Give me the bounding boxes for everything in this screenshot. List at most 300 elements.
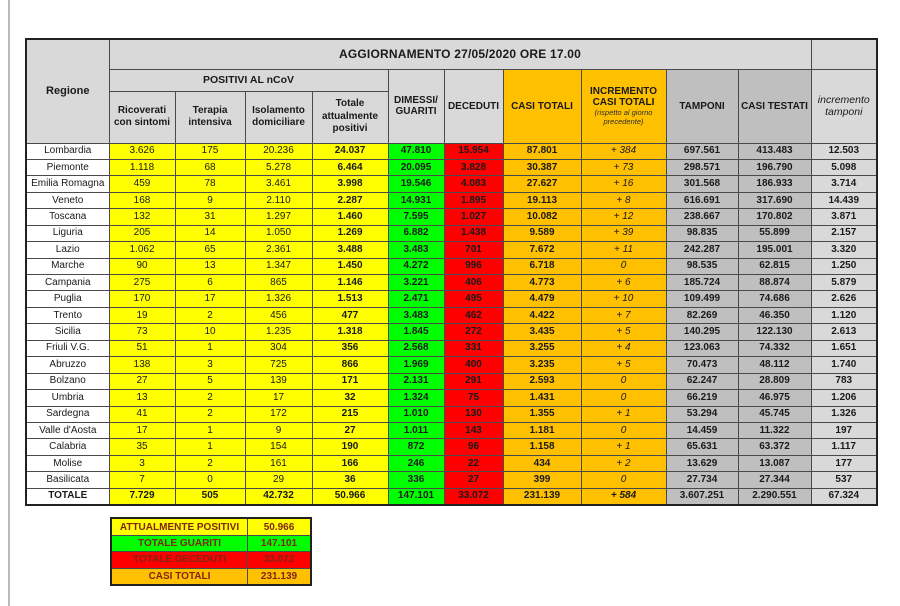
value-cell: 725 <box>245 357 312 373</box>
value-cell: 123.063 <box>666 340 738 356</box>
value-cell: 19 <box>109 307 175 323</box>
value-cell: 74.686 <box>738 291 811 307</box>
value-cell: 196.790 <box>738 159 811 175</box>
value-cell: 215 <box>312 406 388 422</box>
legend-label: TOTALE DECEDUTI <box>112 552 248 567</box>
value-cell: 78 <box>175 176 245 192</box>
column-header-incremento-tamponi: incremento tamponi <box>811 69 877 143</box>
value-cell: 3.998 <box>312 176 388 192</box>
value-cell: 3.483 <box>388 242 444 258</box>
legend-label: CASI TOTALI <box>112 569 248 584</box>
value-cell: 3.607.251 <box>666 488 738 504</box>
value-cell: 13.629 <box>666 455 738 471</box>
value-cell: 140.295 <box>666 324 738 340</box>
value-cell: 1.513 <box>312 291 388 307</box>
value-cell: 456 <box>245 307 312 323</box>
value-cell: 29 <box>245 472 312 488</box>
value-cell: 462 <box>444 307 503 323</box>
value-cell: 1.651 <box>811 340 877 356</box>
value-cell: 50.966 <box>312 488 388 504</box>
value-cell: 98.835 <box>666 225 738 241</box>
value-cell: + 5 <box>581 357 666 373</box>
legend-value: 231.139 <box>248 569 310 584</box>
value-cell: 2 <box>175 390 245 406</box>
value-cell: 45.745 <box>738 406 811 422</box>
region-row <box>26 324 877 340</box>
value-cell: 246 <box>388 455 444 471</box>
value-cell: 495 <box>444 291 503 307</box>
value-cell: 17 <box>175 291 245 307</box>
value-cell: 3.435 <box>503 324 581 340</box>
value-cell: 2.110 <box>245 192 312 208</box>
value-cell: 4.272 <box>388 258 444 274</box>
column-header-casi-totali: CASI TOTALI <box>503 69 581 143</box>
region-row <box>26 258 877 274</box>
region-row <box>26 176 877 192</box>
value-cell: 537 <box>811 472 877 488</box>
value-cell: 1.438 <box>444 225 503 241</box>
value-cell: 73 <box>109 324 175 340</box>
value-cell: 2 <box>175 455 245 471</box>
value-cell: 168 <box>109 192 175 208</box>
region-name-cell: Campania <box>26 275 109 291</box>
value-cell: 865 <box>245 275 312 291</box>
value-cell: 22 <box>444 455 503 471</box>
legend-label: ATTUALMENTE POSITIVI <box>112 519 248 535</box>
column-header-incremento-casi <box>581 69 666 143</box>
value-cell: 2.568 <box>388 340 444 356</box>
legend-value: 50.966 <box>248 519 310 535</box>
value-cell: + 4 <box>581 340 666 356</box>
value-cell: 5.278 <box>245 159 312 175</box>
value-cell: 27 <box>312 422 388 438</box>
value-cell: 2 <box>175 307 245 323</box>
value-cell: 272 <box>444 324 503 340</box>
value-cell: 1 <box>175 422 245 438</box>
value-cell: 1.326 <box>811 406 877 422</box>
legend-row <box>112 568 310 584</box>
value-cell: 1.050 <box>245 225 312 241</box>
value-cell: 15.954 <box>444 143 503 159</box>
value-cell: 231.139 <box>503 488 581 504</box>
region-row <box>26 439 877 455</box>
column-header-tamponi: TAMPONI <box>666 69 738 143</box>
region-name-cell: Bolzano <box>26 373 109 389</box>
value-cell: 1.450 <box>312 258 388 274</box>
region-row <box>26 357 877 373</box>
region-row <box>26 340 877 356</box>
value-cell: 5.879 <box>811 275 877 291</box>
region-name-cell: Valle d'Aosta <box>26 422 109 438</box>
region-name-cell: Marche <box>26 258 109 274</box>
value-cell: 3.483 <box>388 307 444 323</box>
value-cell: 356 <box>312 340 388 356</box>
value-cell: 1.027 <box>444 209 503 225</box>
column-header-totale-attualmente-positivi: Totale attualmente positivi <box>312 91 388 143</box>
value-cell: 3.235 <box>503 357 581 373</box>
value-cell: 122.130 <box>738 324 811 340</box>
value-cell: 399 <box>503 472 581 488</box>
value-cell: 701 <box>444 242 503 258</box>
value-cell: 166 <box>312 455 388 471</box>
value-cell: + 16 <box>581 176 666 192</box>
value-cell: 47.810 <box>388 143 444 159</box>
value-cell: 3.255 <box>503 340 581 356</box>
value-cell: 4.083 <box>444 176 503 192</box>
value-cell: 51 <box>109 340 175 356</box>
value-cell: 1.318 <box>312 324 388 340</box>
legend-value: 33.072 <box>248 552 310 567</box>
value-cell: 48.112 <box>738 357 811 373</box>
value-cell: 24.037 <box>312 143 388 159</box>
value-cell: 1 <box>175 439 245 455</box>
update-title-bar: AGGIORNAMENTO 27/05/2020 ORE 17.00 <box>109 39 811 69</box>
region-row <box>26 209 877 225</box>
value-cell: 1.235 <box>245 324 312 340</box>
value-cell: 13.087 <box>738 455 811 471</box>
value-cell: 434 <box>503 455 581 471</box>
value-cell: + 11 <box>581 242 666 258</box>
value-cell: 53.294 <box>666 406 738 422</box>
value-cell: + 1 <box>581 439 666 455</box>
value-cell: 130 <box>444 406 503 422</box>
value-cell: 17 <box>109 422 175 438</box>
value-cell: 32 <box>312 390 388 406</box>
value-cell: 3.714 <box>811 176 877 192</box>
region-name-cell: Molise <box>26 455 109 471</box>
value-cell: 331 <box>444 340 503 356</box>
value-cell: 138 <box>109 357 175 373</box>
value-cell: 413.483 <box>738 143 811 159</box>
value-cell: + 1 <box>581 406 666 422</box>
value-cell: 242.287 <box>666 242 738 258</box>
value-cell: 1.460 <box>312 209 388 225</box>
value-cell: 1.740 <box>811 357 877 373</box>
region-name-cell: Piemonte <box>26 159 109 175</box>
value-cell: 70.473 <box>666 357 738 373</box>
region-name-cell: Friuli V.G. <box>26 340 109 356</box>
value-cell: 0 <box>581 373 666 389</box>
value-cell: 14.439 <box>811 192 877 208</box>
value-cell: 19.546 <box>388 176 444 192</box>
value-cell: + 8 <box>581 192 666 208</box>
value-cell: 2.593 <box>503 373 581 389</box>
value-cell: 2.626 <box>811 291 877 307</box>
value-cell: 75 <box>444 390 503 406</box>
value-cell: 46.350 <box>738 307 811 323</box>
value-cell: 1.324 <box>388 390 444 406</box>
value-cell: 14.931 <box>388 192 444 208</box>
value-cell: 1.117 <box>811 439 877 455</box>
value-cell: 336 <box>388 472 444 488</box>
incremento-casi-label: INCREMENTO CASI TOTALI <box>589 85 658 108</box>
value-cell: 3.828 <box>444 159 503 175</box>
value-cell: 1.355 <box>503 406 581 422</box>
value-cell: 0 <box>175 472 245 488</box>
column-header-regione: Regione <box>26 39 109 143</box>
value-cell: 74.332 <box>738 340 811 356</box>
value-cell: 3.626 <box>109 143 175 159</box>
value-cell: 1.845 <box>388 324 444 340</box>
value-cell: 17 <box>245 390 312 406</box>
region-name-cell: Basilicata <box>26 472 109 488</box>
value-cell: 67.324 <box>811 488 877 504</box>
value-cell: 298.571 <box>666 159 738 175</box>
value-cell: 143 <box>444 422 503 438</box>
value-cell: 4.422 <box>503 307 581 323</box>
value-cell: + 7 <box>581 307 666 323</box>
value-cell: 6.464 <box>312 159 388 175</box>
region-name-cell: Trento <box>26 307 109 323</box>
value-cell: 13 <box>109 390 175 406</box>
value-cell: 161 <box>245 455 312 471</box>
value-cell: 14.459 <box>666 422 738 438</box>
value-cell: 0 <box>581 258 666 274</box>
value-cell: 406 <box>444 275 503 291</box>
region-row <box>26 390 877 406</box>
value-cell: 30.387 <box>503 159 581 175</box>
value-cell: 1.118 <box>109 159 175 175</box>
value-cell: 1.969 <box>388 357 444 373</box>
region-row <box>26 143 877 159</box>
table-header <box>26 39 877 143</box>
region-row <box>26 291 877 307</box>
value-cell: + 12 <box>581 209 666 225</box>
region-name-cell: Liguria <box>26 225 109 241</box>
value-cell: + 10 <box>581 291 666 307</box>
value-cell: 2.361 <box>245 242 312 258</box>
column-header-terapia-intensiva: Terapia intensiva <box>175 91 245 143</box>
value-cell: 27.344 <box>738 472 811 488</box>
value-cell: + 6 <box>581 275 666 291</box>
region-row <box>26 373 877 389</box>
value-cell: 1.895 <box>444 192 503 208</box>
value-cell: 154 <box>245 439 312 455</box>
region-name-cell: Veneto <box>26 192 109 208</box>
region-row <box>26 307 877 323</box>
value-cell: 2.290.551 <box>738 488 811 504</box>
value-cell: 2.287 <box>312 192 388 208</box>
region-row <box>26 275 877 291</box>
value-cell: 238.667 <box>666 209 738 225</box>
empty-header-cell <box>811 39 877 69</box>
column-header-deceduti: DECEDUTI <box>444 69 503 143</box>
value-cell: 275 <box>109 275 175 291</box>
value-cell: 304 <box>245 340 312 356</box>
total-row <box>26 488 877 504</box>
region-name-cell: Puglia <box>26 291 109 307</box>
value-cell: 1.326 <box>245 291 312 307</box>
value-cell: 88.874 <box>738 275 811 291</box>
value-cell: 172 <box>245 406 312 422</box>
value-cell: 2.131 <box>388 373 444 389</box>
value-cell: + 39 <box>581 225 666 241</box>
column-header-isolamento: Isolamento domiciliare <box>245 91 312 143</box>
value-cell: 175 <box>175 143 245 159</box>
value-cell: 109.499 <box>666 291 738 307</box>
value-cell: 7 <box>109 472 175 488</box>
value-cell: 6.718 <box>503 258 581 274</box>
value-cell: 87.801 <box>503 143 581 159</box>
region-name-cell: Calabria <box>26 439 109 455</box>
value-cell: 3.221 <box>388 275 444 291</box>
value-cell: 14 <box>175 225 245 241</box>
region-row <box>26 472 877 488</box>
value-cell: 98.535 <box>666 258 738 274</box>
value-cell: 616.691 <box>666 192 738 208</box>
value-cell: 190 <box>312 439 388 455</box>
legend-row <box>112 535 310 551</box>
value-cell: 6.882 <box>388 225 444 241</box>
value-cell: 1.250 <box>811 258 877 274</box>
value-cell: 7.672 <box>503 242 581 258</box>
value-cell: 35 <box>109 439 175 455</box>
value-cell: 197 <box>811 422 877 438</box>
value-cell: + 584 <box>581 488 666 504</box>
value-cell: 65 <box>175 242 245 258</box>
column-header-ricoverati: Ricoverati con sintomi <box>109 91 175 143</box>
value-cell: 7.729 <box>109 488 175 504</box>
region-row <box>26 406 877 422</box>
value-cell: 171 <box>312 373 388 389</box>
value-cell: 4.479 <box>503 291 581 307</box>
value-cell: 2.157 <box>811 225 877 241</box>
value-cell: 291 <box>444 373 503 389</box>
column-header-dimessi-guariti: DIMESSI/ GUARITI <box>388 69 444 143</box>
value-cell: 65.631 <box>666 439 738 455</box>
value-cell: 459 <box>109 176 175 192</box>
value-cell: 170.802 <box>738 209 811 225</box>
value-cell: 0 <box>581 390 666 406</box>
value-cell: 36 <box>312 472 388 488</box>
value-cell: 5.098 <box>811 159 877 175</box>
value-cell: 7.595 <box>388 209 444 225</box>
value-cell: 147.101 <box>388 488 444 504</box>
value-cell: 1.431 <box>503 390 581 406</box>
value-cell: 3 <box>175 357 245 373</box>
region-name-cell: Sardegna <box>26 406 109 422</box>
value-cell: 19.113 <box>503 192 581 208</box>
value-cell: 13 <box>175 258 245 274</box>
value-cell: 1.206 <box>811 390 877 406</box>
value-cell: 31 <box>175 209 245 225</box>
value-cell: 66.219 <box>666 390 738 406</box>
value-cell: 3.461 <box>245 176 312 192</box>
value-cell: 697.561 <box>666 143 738 159</box>
value-cell: 9.589 <box>503 225 581 241</box>
value-cell: 63.372 <box>738 439 811 455</box>
value-cell: + 5 <box>581 324 666 340</box>
totals-legend <box>110 517 312 586</box>
region-row <box>26 225 877 241</box>
value-cell: 3.320 <box>811 242 877 258</box>
region-name-cell: Lombardia <box>26 143 109 159</box>
value-cell: 10 <box>175 324 245 340</box>
region-row <box>26 422 877 438</box>
value-cell: 205 <box>109 225 175 241</box>
value-cell: 1.297 <box>245 209 312 225</box>
region-row <box>26 159 877 175</box>
value-cell: 27.734 <box>666 472 738 488</box>
value-cell: 505 <box>175 488 245 504</box>
value-cell: 10.082 <box>503 209 581 225</box>
covid-data-table <box>25 38 878 506</box>
value-cell: 1 <box>175 340 245 356</box>
incremento-casi-note: (rispetto al giorno precedente) <box>594 107 653 126</box>
value-cell: 62.247 <box>666 373 738 389</box>
value-cell: 46.975 <box>738 390 811 406</box>
value-cell: 5 <box>175 373 245 389</box>
value-cell: 301.568 <box>666 176 738 192</box>
value-cell: + 384 <box>581 143 666 159</box>
region-name-cell: Toscana <box>26 209 109 225</box>
value-cell: 1.011 <box>388 422 444 438</box>
value-cell: 177 <box>811 455 877 471</box>
region-name-cell: TOTALE <box>26 488 109 504</box>
region-row <box>26 455 877 471</box>
value-cell: 20.095 <box>388 159 444 175</box>
region-row <box>26 242 877 258</box>
value-cell: 1.347 <box>245 258 312 274</box>
value-cell: 1.181 <box>503 422 581 438</box>
value-cell: 12.503 <box>811 143 877 159</box>
value-cell: 9 <box>245 422 312 438</box>
value-cell: 1.120 <box>811 307 877 323</box>
region-name-cell: Lazio <box>26 242 109 258</box>
value-cell: 82.269 <box>666 307 738 323</box>
legend-row <box>112 519 310 535</box>
value-cell: 185.724 <box>666 275 738 291</box>
value-cell: 996 <box>444 258 503 274</box>
value-cell: 6 <box>175 275 245 291</box>
value-cell: 1.146 <box>312 275 388 291</box>
value-cell: 2.613 <box>811 324 877 340</box>
value-cell: 317.690 <box>738 192 811 208</box>
value-cell: + 2 <box>581 455 666 471</box>
value-cell: 139 <box>245 373 312 389</box>
value-cell: 27.627 <box>503 176 581 192</box>
value-cell: 1.010 <box>388 406 444 422</box>
value-cell: 55.899 <box>738 225 811 241</box>
region-row <box>26 192 877 208</box>
value-cell: 27 <box>109 373 175 389</box>
window-edge-line <box>8 0 10 606</box>
value-cell: 1.269 <box>312 225 388 241</box>
legend-row <box>112 551 310 567</box>
region-name-cell: Abruzzo <box>26 357 109 373</box>
value-cell: 2 <box>175 406 245 422</box>
value-cell: 3 <box>109 455 175 471</box>
column-group-positivi: POSITIVI AL nCoV <box>109 69 388 91</box>
value-cell: 866 <box>312 357 388 373</box>
value-cell: 3.488 <box>312 242 388 258</box>
region-name-cell: Emilia Romagna <box>26 176 109 192</box>
value-cell: 195.001 <box>738 242 811 258</box>
value-cell: 4.773 <box>503 275 581 291</box>
value-cell: 9 <box>175 192 245 208</box>
region-name-cell: Sicilia <box>26 324 109 340</box>
value-cell: 68 <box>175 159 245 175</box>
value-cell: 783 <box>811 373 877 389</box>
value-cell: 1.062 <box>109 242 175 258</box>
legend-label: TOTALE GUARITI <box>112 536 248 551</box>
value-cell: 27 <box>444 472 503 488</box>
value-cell: 872 <box>388 439 444 455</box>
value-cell: 477 <box>312 307 388 323</box>
value-cell: 170 <box>109 291 175 307</box>
table-body <box>26 143 877 505</box>
value-cell: 0 <box>581 472 666 488</box>
